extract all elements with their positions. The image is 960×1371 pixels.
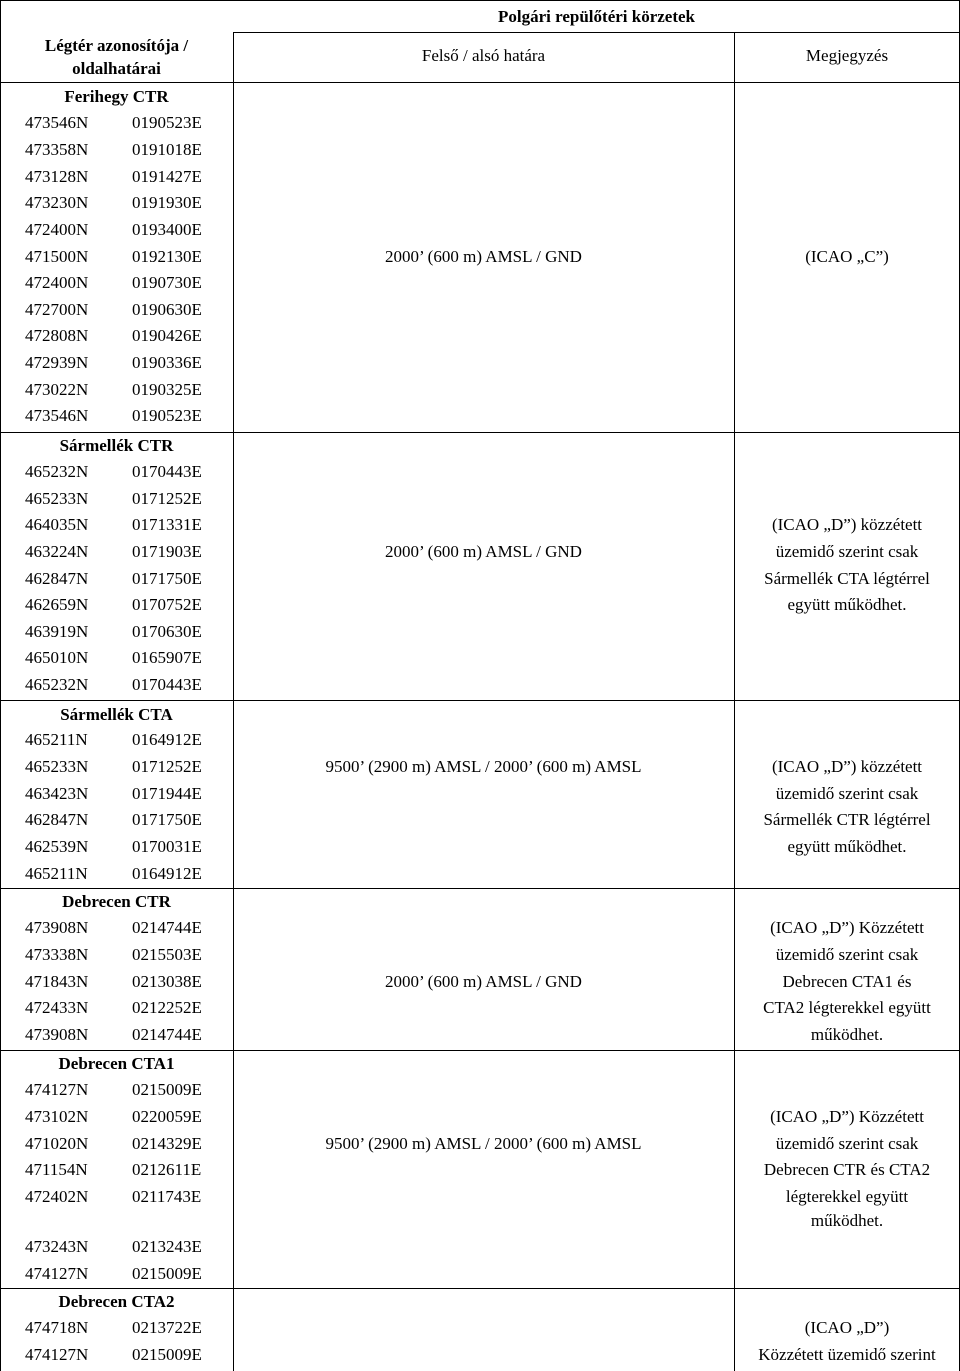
coord-row [22,781,222,807]
coord-row [22,754,222,780]
coord-row [22,164,222,190]
coord-row [22,190,222,216]
longitude: 0171750E [132,569,202,588]
section-name-ferihegy-ctr: Ferihegy CTR [64,87,169,106]
latitude: 465211N [25,730,88,749]
vertical-limits-debrecen-cta1: 9500’ (2900 m) AMSL / 2000’ (600 m) AMSL [325,1134,642,1153]
latitude: 465233N [25,757,89,776]
coord-row [22,377,222,403]
row-rule-2 [0,700,960,701]
latitude: 474127N [25,1264,89,1283]
coord-row [22,137,222,163]
remark-debrecen-ctr-line: (ICAO „D”) Közzétett [770,918,924,937]
coord-row [22,244,222,270]
longitude: 0193400E [132,220,202,239]
latitude: 472939N [25,353,89,372]
coord-row [22,942,222,968]
remark-sarmellek-ctr-line: együtt működhet. [787,595,907,614]
vertical-limits-debrecen-ctr: 2000’ (600 m) AMSL / GND [385,972,582,991]
latitude: 462659N [25,595,89,614]
longitude: 0213243E [132,1237,202,1256]
table-border-top [0,0,960,1]
longitude: 0191427E [132,167,202,186]
longitude: 0171750E [132,810,202,829]
coord-row [22,1342,222,1368]
longitude: 0215009E [132,1264,202,1283]
latitude: 473546N [25,406,89,425]
longitude: 0190730E [132,273,202,292]
longitude: 0215009E [132,1345,202,1364]
latitude: 472433N [25,998,89,1017]
column-header-airspace-line2: oldalhatárai [72,59,161,78]
column-header-remarks: Megjegyzés [805,46,889,65]
latitude: 463423N [25,784,89,803]
remark-ferihegy-ctr: (ICAO „C”) [805,247,889,266]
coord-row [22,403,222,429]
longitude: 0190523E [132,113,202,132]
latitude: 473102N [25,1107,89,1126]
longitude: 0212252E [132,998,202,1017]
header-rule [0,82,960,83]
latitude: 472400N [25,273,89,292]
coord-row [22,645,222,671]
latitude: 472400N [25,220,89,239]
coord-row [22,217,222,243]
latitude: 474127N [25,1080,89,1099]
coord-row [22,270,222,296]
coord-row [22,1157,222,1183]
column-divider-1 [233,32,234,1371]
latitude: 465232N [25,675,89,694]
remark-sarmellek-ctr-line: Sármellék CTA légtérrel [764,569,930,588]
latitude: 473338N [25,945,89,964]
coord-row [22,861,222,887]
latitude: 473908N [25,918,89,937]
remark-debrecen-cta2-line: (ICAO „D”) [804,1318,890,1337]
longitude: 0192130E [132,247,202,266]
remark-sarmellek-cta-line: Sármellék CTR légtérrel [763,810,931,829]
longitude: 0164912E [132,864,202,883]
coord-row [22,727,222,753]
longitude: 0171944E [132,784,202,803]
longitude: 0170031E [132,837,202,856]
remark-debrecen-ctr-line: CTA2 légterekkel együtt [763,998,931,1017]
latitude: 471843N [25,972,89,991]
remark-sarmellek-cta-line: (ICAO „D”) közzétett [771,757,923,776]
coord-row [22,672,222,698]
remark-sarmellek-cta-line: együtt működhet. [787,837,907,856]
latitude: 473243N [25,1237,89,1256]
longitude: 0212611E [132,1160,202,1179]
table-border-left [0,0,1,1371]
longitude: 0171903E [132,542,202,561]
latitude: 462539N [25,837,89,856]
latitude: 465232N [25,462,89,481]
longitude: 0220059E [132,1107,202,1126]
latitude: 473022N [25,380,89,399]
longitude: 0211743E [132,1187,202,1206]
longitude: 0170443E [132,675,202,694]
remark-debrecen-cta1-line: (ICAO „D”) Közzétett [770,1107,924,1126]
longitude: 0214744E [132,918,202,937]
latitude: 465233N [25,489,89,508]
latitude: 471020N [25,1134,89,1153]
longitude: 0213038E [132,972,202,991]
remark-debrecen-ctr-line: Debrecen CTA1 és [782,972,912,991]
section-name-sarmellek-cta: Sármellék CTA [60,705,173,724]
longitude: 0171331E [132,515,202,534]
latitude: 465211N [25,864,88,883]
title-rule [233,32,960,33]
latitude: 472808N [25,326,89,345]
coord-row [22,969,222,995]
latitude: 463224N [25,542,89,561]
coord-row [22,915,222,941]
coord-row [22,834,222,860]
coord-row [22,566,222,592]
vertical-limits-sarmellek-ctr: 2000’ (600 m) AMSL / GND [385,542,582,561]
latitude: 463919N [25,622,89,641]
longitude: 0214329E [132,1134,202,1153]
remark-sarmellek-ctr-line: (ICAO „D”) közzétett [771,515,923,534]
remark-debrecen-cta1-line: üzemidő szerint csak [775,1134,919,1153]
section-name-debrecen-cta2: Debrecen CTA2 [58,1292,175,1311]
latitude: 473546N [25,113,89,132]
longitude: 0171252E [132,757,202,776]
latitude: 473908N [25,1025,89,1044]
longitude: 0170752E [132,595,202,614]
coord-row [22,297,222,323]
latitude: 462847N [25,810,89,829]
longitude: 0171252E [132,489,202,508]
coord-row [22,1315,222,1341]
longitude: 0215503E [132,945,202,964]
remark-debrecen-cta1-line: működhet. [810,1211,884,1230]
longitude: 0190336E [132,353,202,372]
column-header-limits: Felső / alsó határa [421,46,546,65]
coord-row [22,459,222,485]
coord-row [22,1261,222,1287]
latitude: 471500N [25,247,89,266]
coord-row [22,486,222,512]
vertical-limits-sarmellek-cta: 9500’ (2900 m) AMSL / 2000’ (600 m) AMSL [325,757,642,776]
coord-row [22,995,222,1021]
column-header-airspace-line1: Légtér azonosítója / [44,36,189,55]
longitude: 0215009E [132,1080,202,1099]
coord-row [22,350,222,376]
latitude: 472700N [25,300,89,319]
remark-debrecen-cta1-line: légterekkel együtt [785,1187,909,1206]
coord-row [22,110,222,136]
section-name-debrecen-cta1: Debrecen CTA1 [58,1054,175,1073]
latitude: 473128N [25,167,89,186]
section-name-debrecen-ctr: Debrecen CTR [62,892,171,911]
coord-row [22,512,222,538]
longitude: 0190523E [132,406,202,425]
coord-row [22,1184,222,1210]
latitude: 465010N [25,648,89,667]
latitude: 473358N [25,140,89,159]
longitude: 0190426E [132,326,202,345]
remark-debrecen-cta1-line: Debrecen CTR és CTA2 [763,1160,931,1179]
latitude: 471154N [25,1160,88,1179]
latitude: 464035N [25,515,89,534]
latitude: 474127N [25,1345,89,1364]
longitude: 0214744E [132,1025,202,1044]
latitude: 474718N [25,1318,89,1337]
remark-debrecen-ctr-line: működhet. [810,1025,884,1044]
coord-row [22,539,222,565]
coord-row [22,1077,222,1103]
coord-row [22,323,222,349]
coord-row [22,1104,222,1130]
remark-debrecen-ctr-line: üzemidő szerint csak [775,945,919,964]
remark-sarmellek-cta-line: üzemidő szerint csak [775,784,919,803]
section-name-sarmellek-ctr: Sármellék CTR [59,436,174,455]
coord-row [22,619,222,645]
table-title: Polgári repülőtéri körzetek [497,7,696,26]
longitude: 0190325E [132,380,202,399]
remark-debrecen-cta2-line: Közzétett üzemidő szerint [758,1345,936,1364]
coord-row [22,1022,222,1048]
latitude: 472402N [25,1187,89,1206]
coord-row [22,1131,222,1157]
longitude: 0164912E [132,730,202,749]
coord-row [22,592,222,618]
longitude: 0191930E [132,193,202,212]
longitude: 0190630E [132,300,202,319]
vertical-limits-ferihegy-ctr: 2000’ (600 m) AMSL / GND [385,247,582,266]
latitude: 473230N [25,193,89,212]
coord-row [22,1234,222,1260]
longitude: 0170443E [132,462,202,481]
longitude: 0213722E [132,1318,202,1337]
longitude: 0170630E [132,622,202,641]
longitude: 0165907E [132,648,202,667]
latitude: 462847N [25,569,89,588]
remark-sarmellek-ctr-line: üzemidő szerint csak [775,542,919,561]
longitude: 0191018E [132,140,202,159]
coord-row [22,807,222,833]
